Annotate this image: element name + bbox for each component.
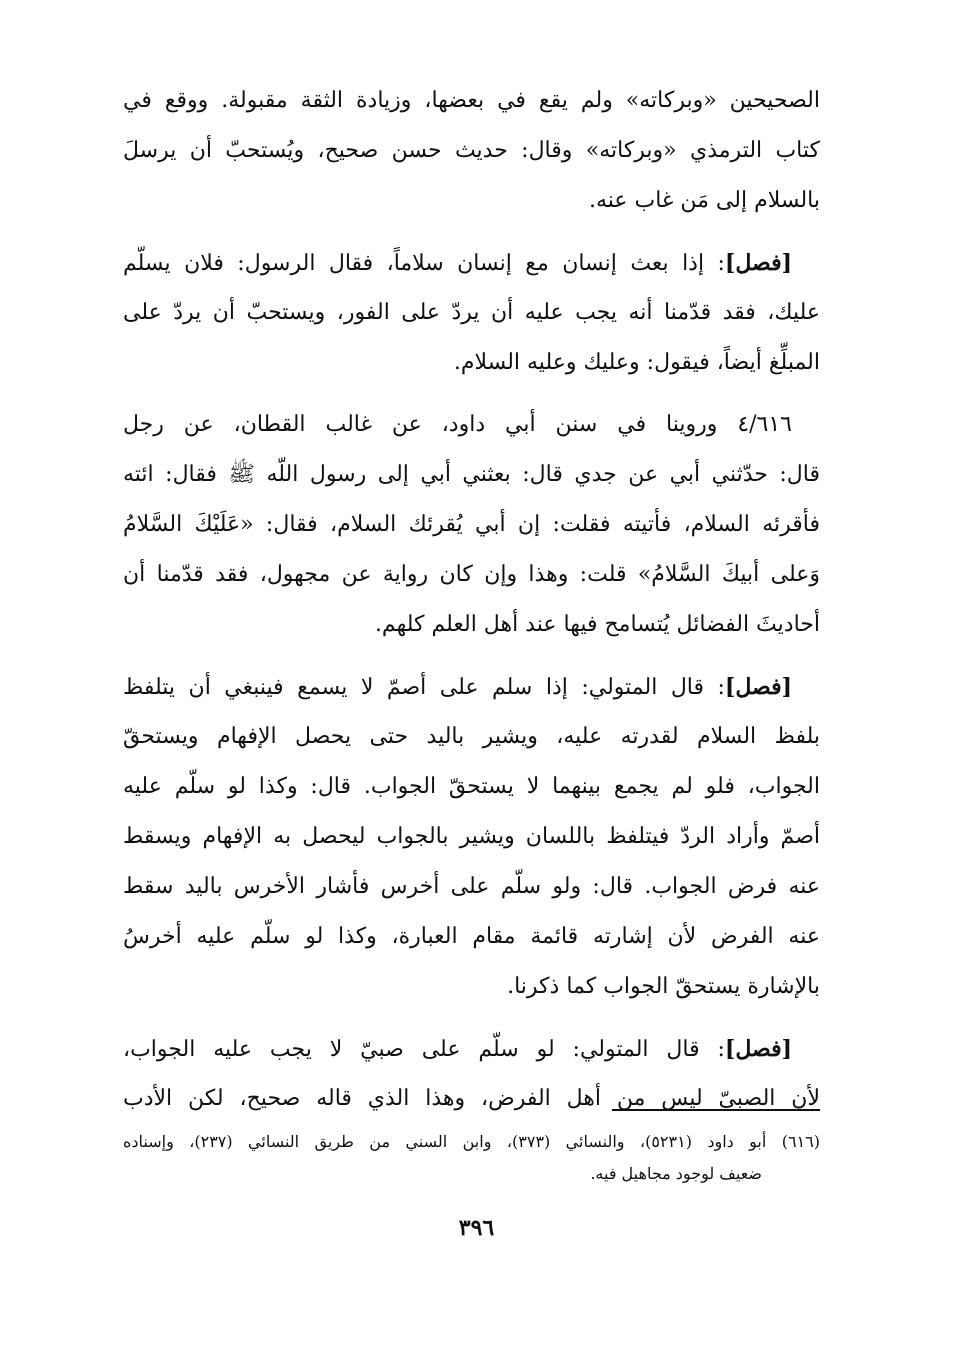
paragraph-2 (123, 238, 820, 388)
text-segment: : إذا بعث إنسان مع إنسان سلاماً، فقال الرسول: فلان يسلّم (123, 251, 725, 276)
text-line: الصحيحين «وبركاته» ولم يقع في بعضها، وزيادة الثقة مقبولة. ووقع في (123, 88, 820, 113)
section-label: [فصل] (724, 1036, 792, 1062)
text-line: عنه الفرض لأن إشارته قائمة مقام العبارة، وكذا لو سلّم عليه أخرسُ (123, 924, 820, 949)
text-line: عليك، فقد قدّمنا أنه يجب عليه أن يردّ على الفور، ويستحبّ أن يردّ على (123, 300, 820, 325)
text-line (123, 400, 820, 450)
text-segment: : قال المتولي: لو سلّم على صبيّ لا يجب عليه الجواب، (123, 1037, 725, 1062)
text-line: بالسلام إلى مَن غاب عنه. (588, 188, 820, 213)
text-line: كتاب الترمذي «وبركاته» وقال: حديث حسن صحيح، ويُستحبّ أن يرسلَ (123, 138, 820, 163)
text-line: وَعلى أبيكَ السَّلامُ» قلت: وهذا وإن كان رواية عن مجهول، فقد قدّمنا أن (123, 562, 820, 587)
text-line: بلفظ السلام لقدرته عليه، ويشير باليد حتى يحصل الإفهام ويستحقّ (123, 724, 820, 749)
page-number: ٣٩٦ (458, 1215, 495, 1241)
footnote-separator (612, 1109, 820, 1111)
text-line: أحاديثَ الفضائل يُتسامح فيها عند أهل العلم كلهم. (374, 612, 820, 637)
footnote-line: (٦١٦) أبو داود (٥٢٣١)، والنسائي (٣٧٣)، وابن السني من طريق النسائي (٢٣٧)، وإسناده (123, 1132, 820, 1151)
text-line: بالإشارة يستحقّ الجواب كما ذكرنا. (507, 974, 820, 999)
section-label: [فصل] (724, 250, 792, 276)
main-text (123, 76, 820, 1136)
text-line: الجواب، فلو لم يجمع بينهما لا يستحقّ الجواب. قال: وكذا لو سلّم عليه (123, 774, 820, 799)
paragraph-1 (123, 76, 820, 226)
text-segment: : قال المتولي: إذا سلم على أصمّ لا يسمع فينبغي أن يتلفظ (123, 675, 725, 700)
section-label: [فصل] (724, 674, 792, 700)
text-line (123, 662, 820, 712)
text-segment: ٤/٦١٦ وروينا في سنن أبي داود، عن غالب القطان، عن رجل (123, 412, 792, 437)
text-line: فأقرئه السلام، فأتيته فقلت: إن أبي يُقرئك السلام، فقال: «عَلَيْكَ السَّلامُ (123, 512, 820, 537)
text-line: قال: حدّثني أبي عن جدي قال: بعثني أبي إلى رسول اللّه ﷺ فقال: ائته (123, 462, 820, 487)
footnote (123, 1126, 820, 1190)
text-line: لأن الصبيّ ليس من أهل الفرض، وهذا الذي قاله صحيح، لكن الأدب (123, 1086, 820, 1111)
text-line (123, 1024, 820, 1074)
text-line: المبلِّغ أيضاً، فيقول: وعليك وعليه السلام. (453, 350, 820, 375)
paragraph-4 (123, 662, 820, 1012)
text-line (123, 238, 820, 288)
paragraph-3 (123, 400, 820, 650)
text-line: عنه فرض الجواب. قال: ولو سلّم على أخرس فأشار الأخرس باليد سقط (123, 874, 820, 899)
text-line: أصمّ وأراد الردّ فيتلفظ باللسان ويشير بالجواب ليحصل به الإفهام ويسقط (123, 824, 820, 849)
footnote-line: ضعيف لوجود مجاهيل فيه. (590, 1164, 762, 1183)
